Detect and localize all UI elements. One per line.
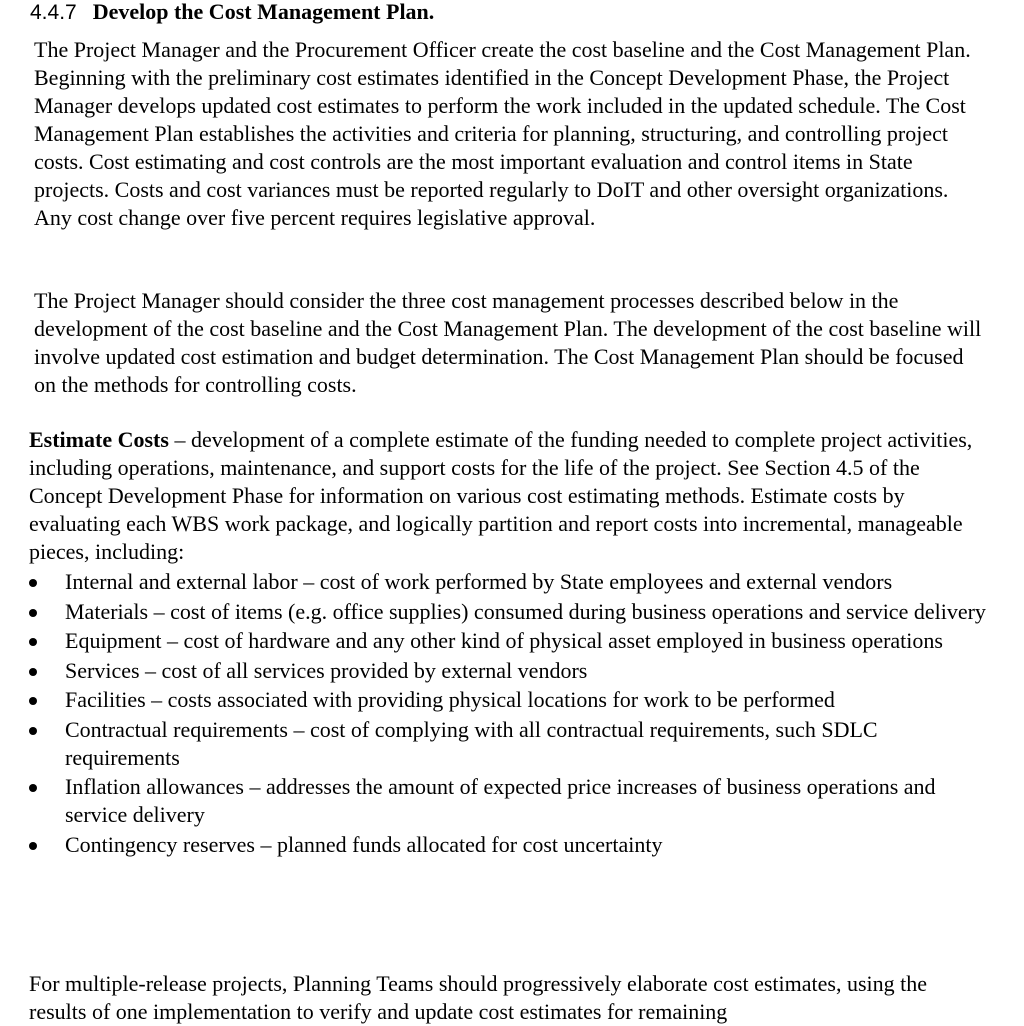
bullet-icon	[29, 784, 37, 792]
bullet-icon	[29, 842, 37, 850]
section-number: 4.4.7	[30, 1, 77, 24]
processes-paragraph: The Project Manager should consider the three cost management processes described below in the development of the cost baseline and the Cost Management Plan. The development of the cost baseline will involve updated cost estimation and budget determination. The Cost Management Plan should be focused on the methods for controlling costs.	[34, 288, 982, 397]
list-item-text: Equipment – cost of hardware and any other kind of physical asset employed in business operations	[65, 628, 943, 653]
list-item	[29, 773, 989, 829]
estimate-costs-definition: – development of a complete estimate of the funding needed to complete project activities, including operations, maintenance, and support costs for the life of the project. See Section 4.5 of the Concept Development Phase for information on various cost estimating methods. Estimate costs by evaluating each WBS work package, and logically partition and report costs into incremental, manageable pieces, including:	[29, 427, 973, 564]
list-item-text: Internal and external labor – cost of work performed by State employees and external vendors	[65, 569, 893, 594]
list-item	[29, 627, 989, 655]
cost-category-list	[29, 568, 989, 860]
bullet-icon	[29, 638, 37, 646]
bullet-icon	[29, 668, 37, 676]
list-item-text: Services – cost of all services provided by external vendors	[65, 657, 588, 683]
list-item	[29, 598, 989, 626]
bullet-icon	[29, 697, 37, 705]
intro-paragraph: The Project Manager and the Procurement Officer create the cost baseline and the Cost Management Plan. Beginning with the preliminary cost estimates identified in the Concept Development Phase, the Project Manager develops updated cost estimates to perform the work included in the updated schedule. The Cost Management Plan establishes the activities and criteria for planning, structuring, and controlling project costs. Cost estimating and cost controls are the most important evaluation and control items in State projects. Costs and cost variances must be reported regularly to DoIT and other oversight organizations. Any cost change over five percent requires legislative approval.	[34, 37, 971, 230]
list-item	[29, 568, 989, 596]
closing-paragraph: For multiple-release projects, Planning Teams should progressively elaborate cost estimates, using the results of one implementation to verify and update cost estimates for remaining	[29, 971, 928, 1024]
estimate-costs-term: Estimate Costs	[29, 427, 169, 452]
bullet-icon	[29, 727, 37, 735]
list-item	[29, 686, 989, 714]
list-item-text: Materials – cost of items (e.g. office supplies) consumed during business operations and service delivery	[65, 598, 986, 624]
list-item-text: Contractual requirements – cost of complying with all contractual requirements, such SDLC requirements	[65, 716, 878, 770]
list-item	[29, 831, 989, 859]
bullet-icon	[29, 609, 37, 617]
list-item-text: Facilities – costs associated with providing physical locations for work to be performed	[65, 687, 835, 712]
list-item-text: Inflation allowances – addresses the amount of expected price increases of business operations and service delivery	[65, 774, 936, 827]
estimate-costs-paragraph	[29, 426, 989, 566]
list-item-text: Contingency reserves – planned funds allocated for cost uncertainty	[65, 831, 663, 857]
section-title: Develop the Cost Management Plan.	[92, 0, 435, 24]
list-item	[29, 657, 989, 685]
bullet-icon	[29, 579, 37, 587]
list-item	[29, 716, 989, 772]
section-heading	[30, 0, 434, 27]
